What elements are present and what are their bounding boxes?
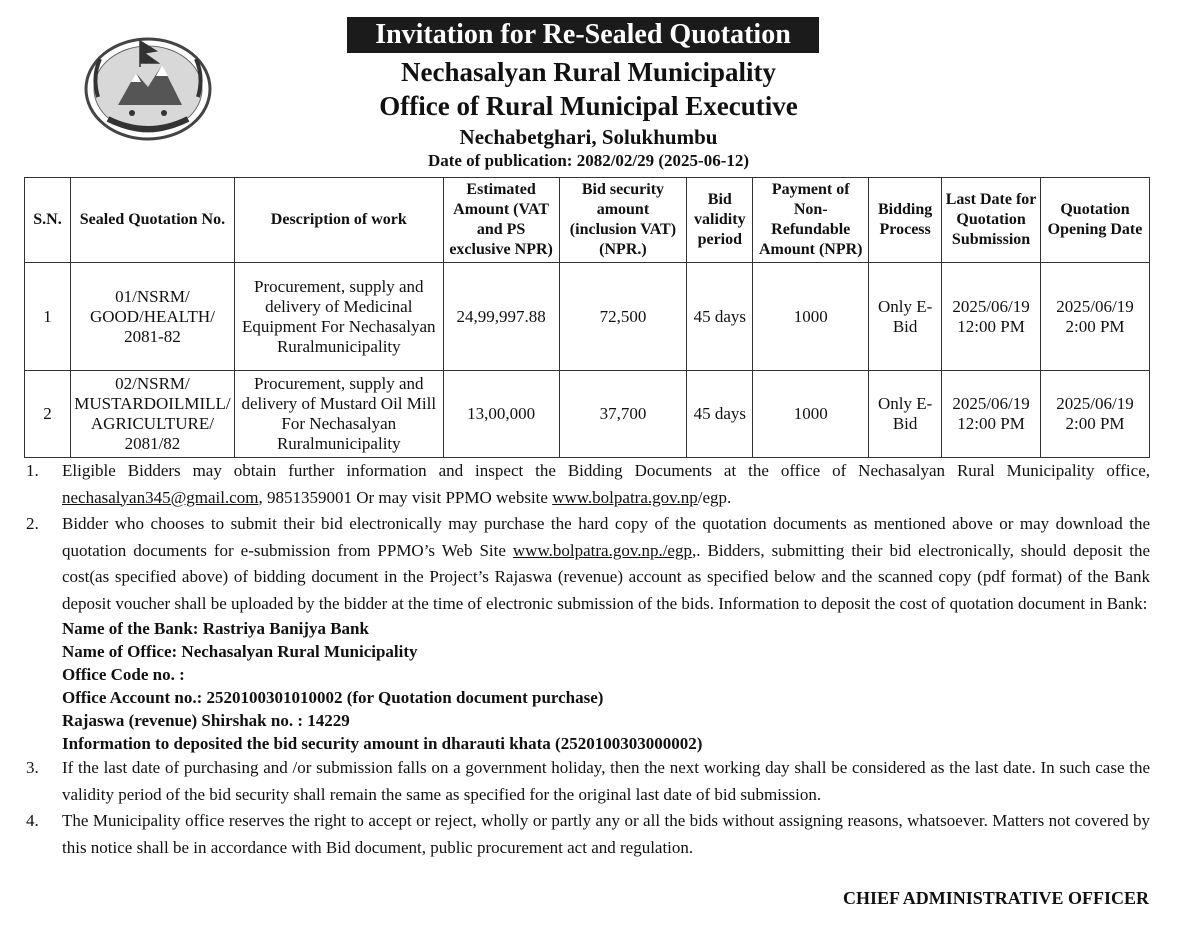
- notice-banner: Invitation for Re-Sealed Quotation: [347, 17, 819, 53]
- cell-validity: 45 days: [687, 263, 753, 371]
- bank-details: [24, 617, 1150, 755]
- table-row: [25, 263, 1150, 371]
- note-number: 3.: [26, 758, 39, 777]
- header-validity: Bid validity period: [687, 178, 753, 263]
- note-4: [24, 808, 1150, 861]
- office-account-line: Office Account no.: 2520100301010002 (for Quotation document purchase): [62, 688, 604, 707]
- header-opening-date: Quotation Opening Date: [1041, 178, 1150, 263]
- cell-bidding-process: Only E-Bid: [869, 371, 942, 458]
- cell-estimated-amount: 24,99,997.88: [443, 263, 559, 371]
- note-text: , 9851359001 Or may visit PPMO website: [258, 487, 553, 507]
- note-text: The Municipality office reserves the right to accept or reject, wholly or partly any or all the bids without assigning reasons, whatsoever. Matters not covered by this notice shall be in accordance with Bid document, public procurement act and regulation.: [62, 811, 1150, 857]
- header-sn: S.N.: [25, 178, 71, 263]
- email-link[interactable]: nechasalyan345@gmail.com: [62, 487, 259, 507]
- notes-section: [24, 458, 1150, 861]
- header-last-date: Last Date for Quotation Submission: [942, 178, 1041, 263]
- quotation-table: [24, 177, 1150, 458]
- cell-quotation-no: 01/NSRM/ GOOD/HEALTH/ 2081-82: [70, 263, 234, 371]
- cell-estimated-amount: 13,00,000: [443, 371, 559, 458]
- note-number: 1.: [26, 461, 39, 480]
- cell-opening-date: 2025/06/19 2:00 PM: [1041, 371, 1150, 458]
- office-name: Office of Rural Municipal Executive: [379, 91, 798, 121]
- note-text: Eligible Bidders may obtain further information and inspect the Bidding Documents at the office of Nechasalyan Rural Municipality office,: [62, 461, 1150, 480]
- header-payment: Payment of Non-Refundable Amount (NPR): [753, 178, 869, 263]
- cell-payment: 1000: [753, 371, 869, 458]
- note-1: [24, 458, 1150, 511]
- signature-title: CHIEF ADMINISTRATIVE OFFICER: [842, 888, 1149, 908]
- cell-sn: 2: [25, 371, 71, 458]
- cell-description: Procurement, supply and delivery of Mustard Oil Mill For Nechasalyan Ruralmunicipality: [234, 371, 443, 458]
- rajaswa-line: Rajaswa (revenue) Shirshak no. : 14229: [62, 711, 350, 730]
- cell-last-date: 2025/06/19 12:00 PM: [942, 371, 1041, 458]
- header-bid-security: Bid security amount (inclusion VAT) (NPR.): [559, 178, 687, 263]
- note-text: /egp.: [697, 487, 732, 507]
- note-text: ,. Bidders, submitting their bid electronically, should deposit the cost(as specified above) of bidding document in the Project’s Rajaswa (revenue) account as specified below and the scanned copy (pdf format) of the Bank deposit voucher shall be uploaded by the bidder at the time of electronic submission of the bids. Information to deposit the cost of quotation document in Bank:: [62, 540, 1151, 613]
- municipality-name: Nechasalyan Rural Municipality: [400, 57, 777, 87]
- bank-name: Name of the Bank: Rastriya Banijya Bank: [62, 619, 369, 638]
- cell-description: Procurement, supply and delivery of Medicinal Equipment For Nechasalyan Ruralmunicipality: [234, 263, 443, 371]
- header-quotation-no: Sealed Quotation No.: [70, 178, 234, 263]
- note-number: 4.: [26, 811, 39, 830]
- header-estimated-amount: Estimated Amount (VAT and PS exclusive NPR): [443, 178, 559, 263]
- note-3: [24, 755, 1150, 808]
- cell-validity: 45 days: [687, 371, 753, 458]
- header-description: Description of work: [234, 178, 443, 263]
- website-link[interactable]: www.bolpatra.gov.np./egp: [512, 540, 692, 560]
- table-header-row: [25, 178, 1150, 263]
- cell-payment: 1000: [753, 263, 869, 371]
- office-name-line: Name of Office: Nechasalyan Rural Municipality: [62, 642, 418, 661]
- header-bidding-process: Bidding Process: [869, 178, 942, 263]
- cell-last-date: 2025/06/19 12:00 PM: [942, 263, 1041, 371]
- note-number: 2.: [26, 514, 39, 533]
- table-row: [25, 371, 1150, 458]
- publication-date: Date of publication: 2082/02/29 (2025-06-12): [427, 151, 750, 170]
- cell-bid-security: 37,700: [559, 371, 687, 458]
- cell-bid-security: 72,500: [559, 263, 687, 371]
- cell-quotation-no: 02/NSRM/ MUSTARDOILMILL/ AGRICULTURE/ 2081/82: [70, 371, 234, 458]
- note-text: Bidder who chooses to submit their bid electronically may purchase the hard copy of the quotation documents as mentioned above or may download the quotation documents for e-submission from PPMO’s Web Site: [62, 514, 1150, 560]
- cell-sn: 1: [25, 263, 71, 371]
- note-2: [24, 511, 1150, 617]
- cell-bidding-process: Only E-Bid: [869, 263, 942, 371]
- office-location: Nechabetghari, Solukhumbu: [459, 125, 718, 149]
- website-link[interactable]: www.bolpatra.gov.np: [552, 487, 698, 507]
- bid-security-account-line: Information to deposited the bid security amount in dharauti khata (2520100303000002): [62, 734, 703, 753]
- office-code-line: Office Code no. :: [62, 665, 185, 684]
- note-text: If the last date of purchasing and /or submission falls on a government holiday, then the next working day shall be considered as the last date. In such case the validity period of the bid security shall remain the same as specified for the original last date of bid submission.: [62, 758, 1150, 804]
- cell-opening-date: 2025/06/19 2:00 PM: [1041, 263, 1150, 371]
